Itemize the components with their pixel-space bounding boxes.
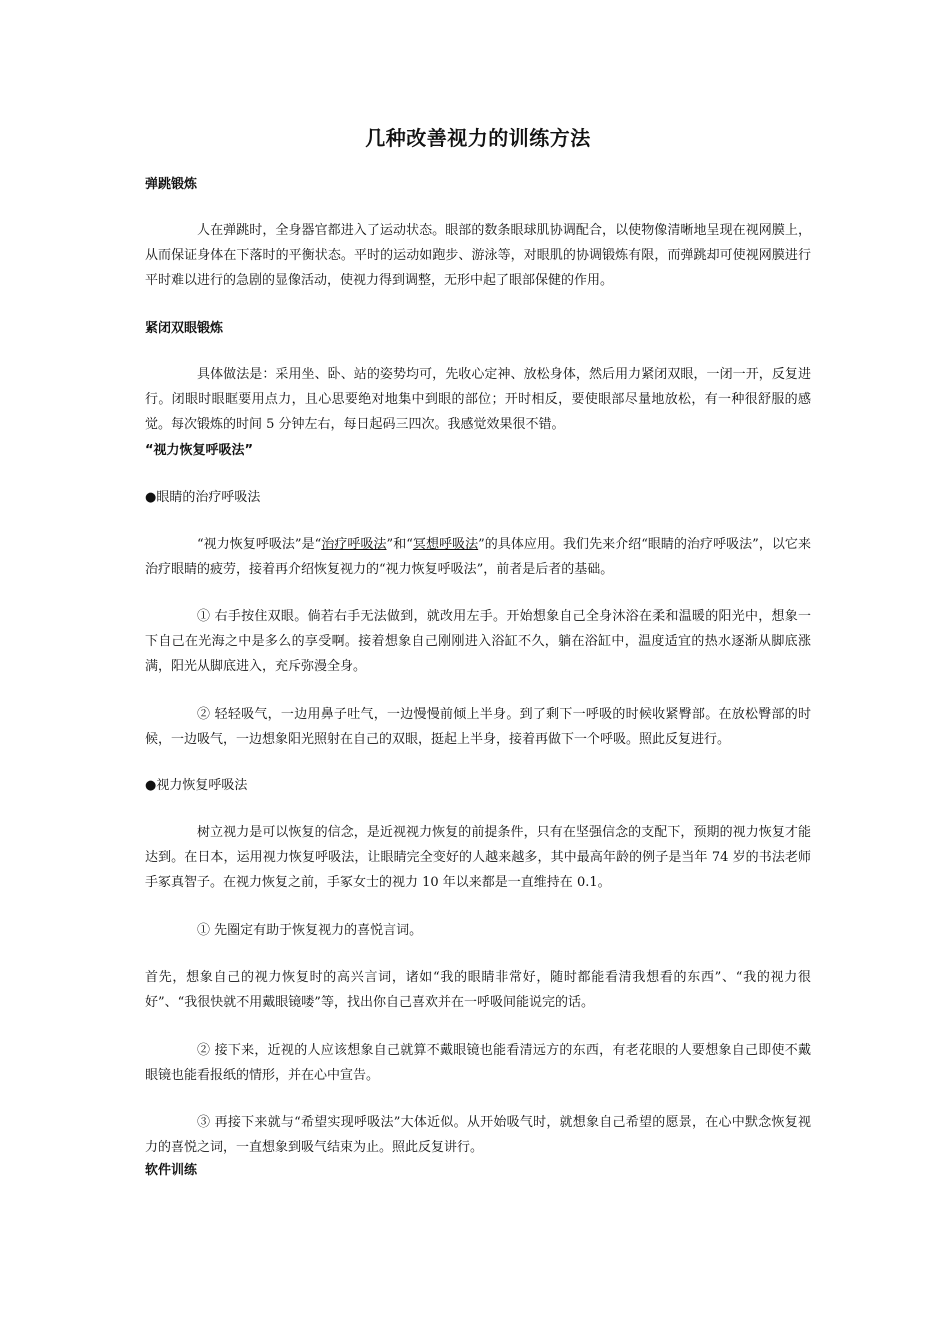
link-therapy-breathing[interactable]: 治疗呼吸法 [321,537,387,552]
intro-text-c: ”的具体应用。我们先来介绍“眼睛的治疗呼吸法”，以它来治疗眼睛的疲劳，接着再介绍恢复视力的“视力恢复呼吸法”，前者是后者的基础。 [145,537,811,577]
bullet-vision-recovery-breathing: ●视力恢复呼吸法 [145,778,248,793]
page-title: 几种改善视力的训练方法 [365,126,591,150]
intro-text-b: ”和“ [386,537,413,552]
paragraph-intro-breathing [145,532,811,582]
paragraph-step-2-imagine: ② 接下来，近视的人应该想象自己就算不戴眼镜也能看清远方的东西，有老花眼的人要想象自己即使不戴眼镜也能看报纸的情形，并在心中宣告。 [145,1043,811,1083]
link-meditation-breathing[interactable]: 冥想呼吸法 [412,537,479,552]
paragraph-step-1-cover-eyes: ① 右手按住双眼。倘若右手无法做到，就改用左手。开始想象自己全身沐浴在柔和温暖的阳光中，想象一下自己在光海之中是多么的享受啊。接着想象自己刚刚进入浴缸不久，躺在浴缸中，温度适宜的热水逐渐从脚底涨满，阳光从脚底进入，充斥弥漫全身。 [145,609,811,674]
heading-software-training: 软件训练 [145,1163,198,1178]
paragraph-jump-exercise: 人在弹跳时，全身器官都进入了运动状态。眼部的数条眼球肌协调配合，以使物像清晰地呈现在视网膜上，从而保证身体在下落时的平衡状态。平时的运动如跑步、游泳等，对眼肌的协调锻炼有限，而弹跳却可使视网膜进行平时难以进行的急剧的显像活动，使视力得到调整，无形中起了眼部保健的作用。 [145,223,811,288]
intro-text-a: “视力恢复呼吸法”是“ [197,537,322,552]
heading-jump-exercise: 弹跳锻炼 [145,177,198,192]
paragraph-happy-words: 首先，想象自己的视力恢复时的高兴言词，诸如“我的眼睛非常好，随时都能看清我想看的东西”、“我的视力很好”、“我很快就不用戴眼镜喽”等，找出你自己喜欢并在一呼吸间能说完的话。 [145,970,811,1010]
paragraph-step-2-breathing: ② 轻轻吸气，一边用鼻子吐气，一边慢慢前倾上半身。到了剩下一呼吸的时候收紧臀部。在放松臀部的时候，一边吸气，一边想象阳光照射在自己的双眼，挺起上半身，接着再做下一个呼吸。照此反复进行。 [145,707,811,747]
paragraph-step-3-wish: ③ 再接下来就与“希望实现呼吸法”大体近似。从开始吸气时，就想象自己希望的愿景，在心中默念恢复视力的喜悦之词，一直想象到吸气结束为止。照此反复讲行。 [145,1115,811,1155]
heading-eye-closing-exercise: 紧闭双眼锻炼 [145,321,224,336]
bullet-eye-therapy-breathing: ●眼睛的治疗呼吸法 [145,490,261,505]
paragraph-eye-closing-exercise: 具体做法是：采用坐、卧、站的姿势均可，先收心定神、放松身体，然后用力紧闭双眼，一闭一开，反复进行。闭眼时眼眶要用点力，且心思要绝对地集中到眼的部位；开时相反，要使眼部尽量地放松，有一种很舒服的感觉。每次锻炼的时间 5 分钟左右，每日起码三四次。我感觉效果很不错。 [145,367,811,432]
paragraph-step-1-words: ① 先圈定有助于恢复视力的喜悦言词。 [197,923,423,938]
paragraph-belief-recovery: 树立视力是可以恢复的信念，是近视视力恢复的前提条件，只有在坚强信念的支配下，预期的视力恢复才能达到。在日本，运用视力恢复呼吸法，让眼睛完全变好的人越来越多，其中最高年龄的例子是当年 74 岁的书法老师手冢真智子。在视力恢复之前，手冢女士的视力 10 年以来都是一直维持在 0.1。 [145,825,811,890]
heading-vision-recovery-breathing: “视力恢复呼吸法” [145,443,254,458]
